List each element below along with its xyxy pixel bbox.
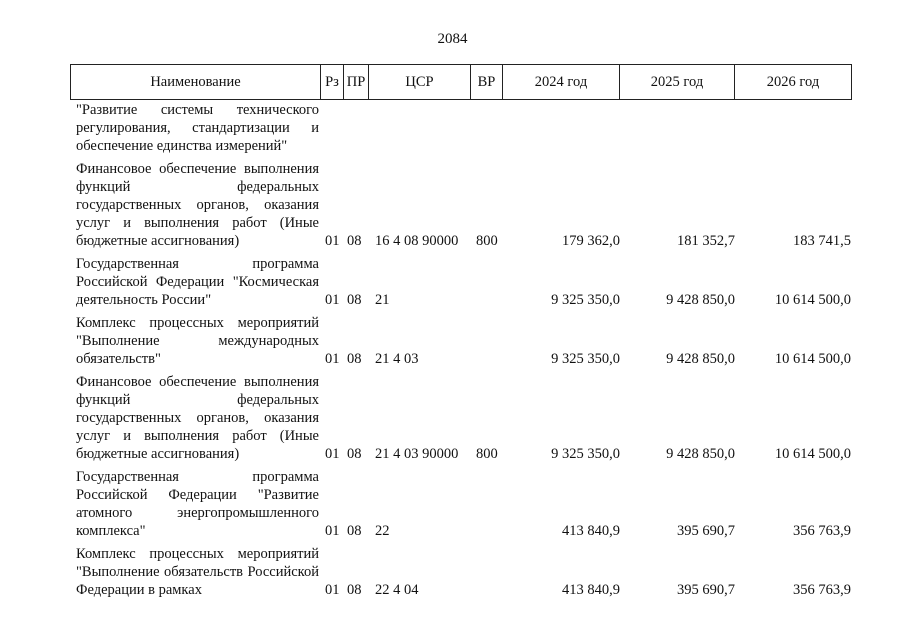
table-body <box>0 101 905 604</box>
header-csr: ЦСР <box>369 65 471 99</box>
row-2026: 10 614 500,0 <box>774 351 851 367</box>
table-row <box>0 255 905 309</box>
row-name: Финансовое обеспечение выполнения функций федеральных государственных органов, оказания услуг и выполнения работ (Иные бюджетные ассигнования) <box>76 374 319 462</box>
row-pr: 08 <box>347 351 362 367</box>
row-csr: 16 4 08 90000 <box>375 233 459 249</box>
row-2026: 10 614 500,0 <box>774 446 851 462</box>
row-2024: 179 362,0 <box>562 233 620 249</box>
header-name: Наименование <box>71 65 321 99</box>
row-2026: 356 763,9 <box>793 523 851 539</box>
row-name: "Развитие системы технического регулирования, стандартизации и обеспечение единства измерений" <box>76 102 319 154</box>
row-2024: 413 840,9 <box>562 582 620 598</box>
row-2025: 9 428 850,0 <box>666 446 735 462</box>
header-2024: 2024 год <box>503 65 620 99</box>
row-csr: 21 <box>375 292 390 308</box>
table-row <box>0 314 905 368</box>
row-rz: 01 <box>325 292 340 308</box>
row-csr: 21 4 03 90000 <box>375 446 459 462</box>
row-2024: 9 325 350,0 <box>551 446 620 462</box>
row-csr: 21 4 03 <box>375 351 419 367</box>
header-2026: 2026 год <box>766 74 820 90</box>
row-2026: 10 614 500,0 <box>774 292 851 308</box>
row-2024: 413 840,9 <box>562 523 620 539</box>
row-pr: 08 <box>347 446 362 462</box>
row-2026: 183 741,5 <box>793 233 851 249</box>
row-vr: 800 <box>476 446 498 462</box>
row-pr: 08 <box>347 582 362 598</box>
row-name: Государственная программа Российской Федерации "Космическая деятельность России" <box>76 256 319 308</box>
table-row <box>0 545 905 599</box>
row-pr: 08 <box>347 292 362 308</box>
table-row <box>0 373 905 463</box>
row-rz: 01 <box>325 351 340 367</box>
row-rz: 01 <box>325 523 340 539</box>
header-pr: ПР <box>344 65 369 99</box>
row-2025: 9 428 850,0 <box>666 292 735 308</box>
row-2025: 9 428 850,0 <box>666 351 735 367</box>
row-2024: 9 325 350,0 <box>551 351 620 367</box>
header-vr: ВР <box>471 65 503 99</box>
row-2026: 356 763,9 <box>793 582 851 598</box>
row-2024: 9 325 350,0 <box>551 292 620 308</box>
row-2025: 181 352,7 <box>677 233 735 249</box>
row-rz: 01 <box>325 233 340 249</box>
page-number: 2084 <box>437 31 468 47</box>
row-rz: 01 <box>325 582 340 598</box>
row-2025: 395 690,7 <box>677 582 735 598</box>
header-2025: 2025 год <box>620 65 735 99</box>
row-csr: 22 <box>375 523 390 539</box>
row-name: Государственная программа Российской Федерации "Развитие атомного энергопромышленного комплекса" <box>76 469 319 539</box>
row-name: Финансовое обеспечение выполнения функций федеральных государственных органов, оказания услуг и выполнения работ (Иные бюджетные ассигнования) <box>76 161 319 249</box>
row-pr: 08 <box>347 523 362 539</box>
row-2025: 395 690,7 <box>677 523 735 539</box>
table-row <box>0 160 905 250</box>
table-row <box>0 468 905 540</box>
header-rz: Рз <box>321 65 344 99</box>
row-name: Комплекс процессных мероприятий "Выполнение обязательств Российской Федерации в рамках <box>76 546 319 598</box>
table-row <box>0 101 905 155</box>
table-header <box>70 64 852 100</box>
row-csr: 22 4 04 <box>375 582 419 598</box>
row-vr: 800 <box>476 233 498 249</box>
row-pr: 08 <box>347 233 362 249</box>
row-rz: 01 <box>325 446 340 462</box>
row-name: Комплекс процессных мероприятий "Выполнение международных обязательств" <box>76 315 319 367</box>
